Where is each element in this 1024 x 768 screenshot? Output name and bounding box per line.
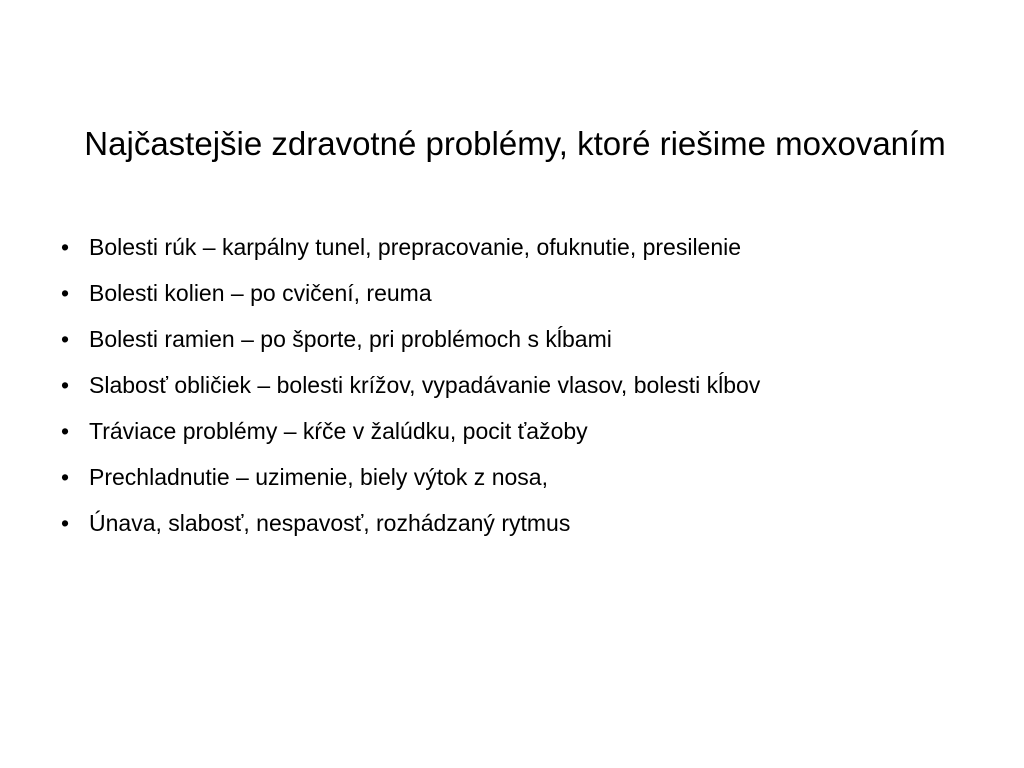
bullet-icon: • [60, 510, 70, 536]
bullet-icon: • [60, 372, 70, 398]
bullet-list [56, 232, 976, 554]
bullet-item [56, 324, 976, 354]
bullet-item [56, 508, 976, 538]
bullet-item [56, 416, 976, 446]
slide-title: Najčastejšie zdravotné problémy, ktoré riešime moxovaním [84, 125, 946, 162]
bullet-text: Tráviace problémy – kŕče v žalúdku, pocit ťažoby [89, 418, 588, 444]
bullet-text: Prechladnutie – uzimenie, biely výtok z nosa, [89, 464, 548, 490]
bullet-text: Bolesti rúk – karpálny tunel, prepracovanie, ofuknutie, presilenie [89, 234, 742, 260]
bullet-icon: • [60, 280, 70, 306]
bullet-item [56, 278, 976, 308]
bullet-icon: • [60, 326, 70, 352]
bullet-item [56, 232, 976, 262]
bullet-item [56, 370, 976, 400]
bullet-text: Bolesti kolien – po cvičení, reuma [89, 280, 432, 306]
bullet-icon: • [60, 464, 70, 490]
bullet-text: Únava, slabosť, nespavosť, rozhádzaný rytmus [89, 510, 571, 536]
bullet-icon: • [60, 234, 70, 260]
bullet-item [56, 462, 976, 492]
bullet-text: Bolesti ramien – po športe, pri problémoch s kĺbami [89, 326, 612, 352]
bullet-text: Slabosť obličiek – bolesti krížov, vypadávanie vlasov, bolesti kĺbov [89, 372, 761, 398]
bullet-icon: • [60, 418, 70, 444]
